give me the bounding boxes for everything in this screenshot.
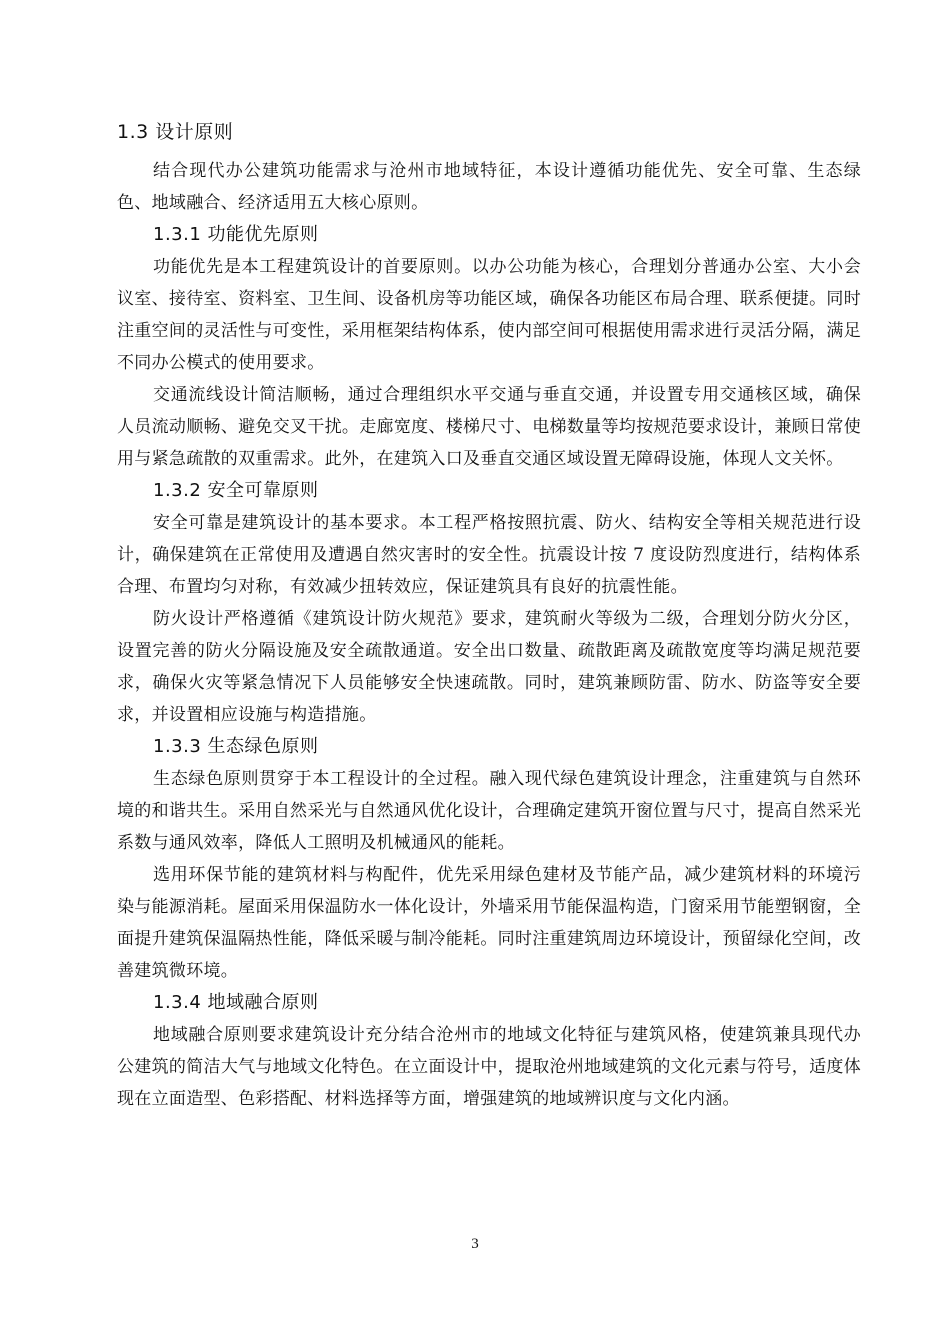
section-intro: 结合现代办公建筑功能需求与沧州市地域特征，本设计遵循功能优先、安全可靠、生态绿色、地域融合、经济适用五大核心原则。 [117, 161, 861, 213]
subsection-1-3-1 [117, 219, 861, 475]
document-body [117, 115, 861, 1115]
subsection-heading: 1.3.4 地域融合原则 [153, 992, 319, 1013]
paragraph: 防火设计严格遵循《建筑设计防火规范》要求，建筑耐火等级为二级，合理划分防火分区，设置完善的防火分隔设施及安全疏散通道。安全出口数量、疏散距离及疏散宽度等均满足规范要求，确保火灾等紧急情况下人员能够安全快速疏散。同时，建筑兼顾防雷、防水、防盗等安全要求，并设置相应设施与构造措施。 [117, 609, 861, 725]
paragraph: 安全可靠是建筑设计的基本要求。本工程严格按照抗震、防火、结构安全等相关规范进行设计，确保建筑在正常使用及遭遇自然灾害时的安全性。抗震设计按 7 度设防烈度进行，结构体系合理、布置均匀对称，有效减少扭转效应，保证建筑具有良好的抗震性能。 [117, 513, 861, 597]
paragraph: 地域融合原则要求建筑设计充分结合沧州市的地域文化特征与建筑风格，使建筑兼具现代办公建筑的简洁大气与地域文化特色。在立面设计中，提取沧州地域建筑的文化元素与符号，适度体现在立面造型、色彩搭配、材料选择等方面，增强建筑的地域辨识度与文化内涵。 [117, 1025, 861, 1109]
paragraph: 功能优先是本工程建筑设计的首要原则。以办公功能为核心，合理划分普通办公室、大小会议室、接待室、资料室、卫生间、设备机房等功能区域，确保各功能区布局合理、联系便捷。同时注重空间的灵活性与可变性，采用框架结构体系，使内部空间可根据使用需求进行灵活分隔，满足不同办公模式的使用要求。 [117, 257, 861, 373]
paragraph: 交通流线设计简洁顺畅，通过合理组织水平交通与垂直交通，并设置专用交通核区域，确保人员流动顺畅、避免交叉干扰。走廊宽度、楼梯尺寸、电梯数量等均按规范要求设计，兼顾日常使用与紧急疏散的双重需求。此外，在建筑入口及垂直交通区域设置无障碍设施，体现人文关怀。 [117, 385, 861, 469]
subsection-1-3-4 [117, 987, 861, 1115]
paragraph: 生态绿色原则贯穿于本工程设计的全过程。融入现代绿色建筑设计理念，注重建筑与自然环境的和谐共生。采用自然采光与自然通风优化设计，合理确定建筑开窗位置与尺寸，提高自然采光系数与通风效率，降低人工照明及机械通风的能耗。 [117, 769, 861, 853]
subsection-1-3-3 [117, 731, 861, 987]
subsection-heading: 1.3.1 功能优先原则 [153, 224, 319, 245]
section-heading: 1.3 设计原则 [117, 121, 234, 143]
subsection-heading: 1.3.3 生态绿色原则 [153, 736, 319, 757]
subsection-heading: 1.3.2 安全可靠原则 [153, 480, 319, 501]
page-number: 3 [471, 1236, 479, 1252]
paragraph: 选用环保节能的建筑材料与构配件，优先采用绿色建材及节能产品，减少建筑材料的环境污染与能源消耗。屋面采用保温防水一体化设计，外墙采用节能保温构造，门窗采用节能塑钢窗，全面提升建筑保温隔热性能，降低采暖与制冷能耗。同时注重建筑周边环境设计，预留绿化空间，改善建筑微环境。 [117, 865, 861, 981]
subsection-1-3-2 [117, 475, 861, 731]
